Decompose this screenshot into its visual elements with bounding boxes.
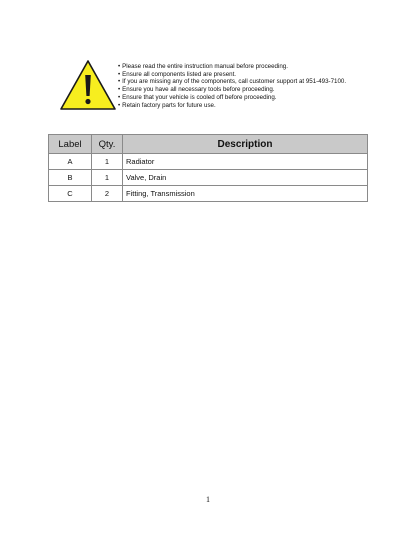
header-qty: Qty. [92,135,123,154]
table-row [49,154,368,170]
row-description: Fitting, Transmission [123,186,368,202]
row-qty: 1 [92,170,123,186]
row-description: Valve, Drain [123,170,368,186]
warning-item: • Ensure all components listed are present. [118,71,346,79]
row-label: C [49,186,92,202]
header-label: Label [49,135,92,154]
row-qty: 2 [92,186,123,202]
table-header-row [49,135,368,154]
parts-table [48,134,368,202]
warning-item: • Ensure that your vehicle is cooled off before proceeding. [118,94,346,102]
row-qty: 1 [92,154,123,170]
warning-item: • Please read the entire instruction manual before proceeding. [118,63,346,71]
warning-triangle-icon [59,59,117,111]
warning-item: • Ensure you have all necessary tools before proceeding. [118,86,346,94]
page-number: 1 [206,495,210,504]
warning-instructions-list [118,63,346,109]
row-label: A [49,154,92,170]
warning-item: • Retain factory parts for future use. [118,102,346,110]
row-label: B [49,170,92,186]
warning-item: • If you are missing any of the components, call customer support at 951-493-7100. [118,78,346,86]
row-description: Radiator [123,154,368,170]
header-description: Description [123,135,368,154]
table-row [49,186,368,202]
table-row [49,170,368,186]
